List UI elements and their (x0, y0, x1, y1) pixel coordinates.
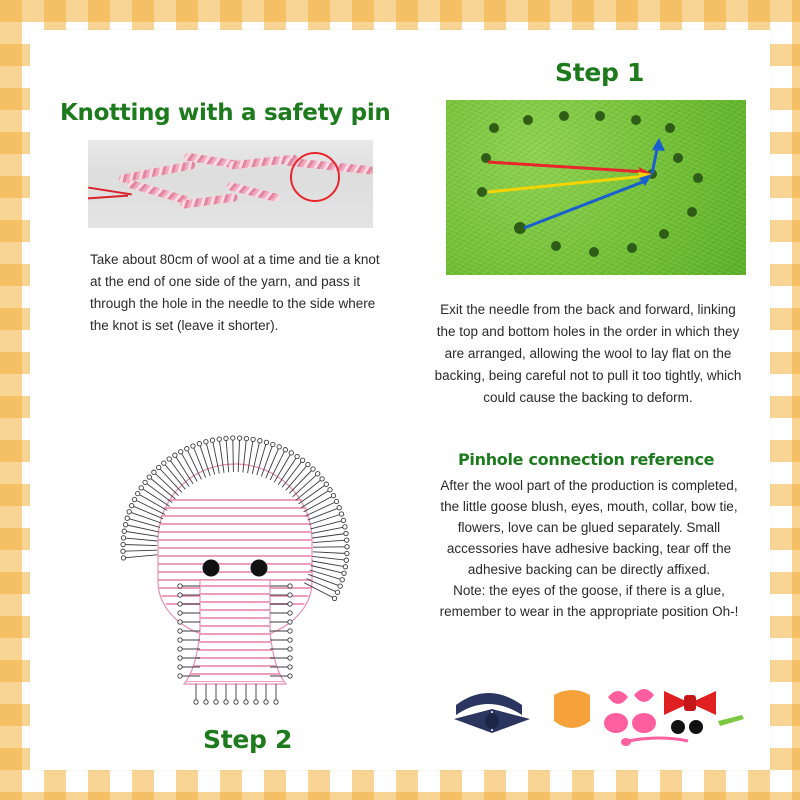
step-1-title: Step 1 (555, 58, 645, 87)
pinhole-paragraph-2: Note: the eyes of the goose, if there is a glue, remember to wear in the appropriate position Oh-! (439, 583, 739, 619)
highlight-circle (290, 152, 340, 202)
pinhole-reference-text (430, 475, 748, 622)
knotting-section-title: Knotting with a safety pin (60, 100, 391, 126)
goose-diagram (78, 400, 388, 710)
left-column (58, 30, 391, 770)
step-1-instruction-text: Exit the needle from the back and forward, linking the top and bottom holes in the order in which they are arranged, allowing the wool to lay flat on the backing, being careful not to pull it too tightly, which could cause the backing to deform. (434, 301, 742, 405)
instruction-card (30, 30, 770, 770)
step-2-title: Step 2 (203, 725, 293, 754)
felt-board-photo (446, 100, 746, 275)
pinhole-reference-title: Pinhole connection reference (458, 450, 715, 469)
accessories-photo (450, 675, 750, 755)
right-column (410, 30, 745, 770)
pinhole-paragraph-1: After the wool part of the production is completed, the little goose blush, eyes, mouth, collar, bow tie, flowers, love can be glued separately. Small accessories have adhesive backing, tear off the adhesive backing can be directly affixed. (440, 478, 738, 577)
knotting-instruction-text: Take about 80cm of wool at a time and tie a knot at the end of one side of the yarn, and pass it through the hole in the needle to the side where the knot is set (leave it shorter). (90, 251, 380, 333)
knot-photo (88, 140, 373, 228)
